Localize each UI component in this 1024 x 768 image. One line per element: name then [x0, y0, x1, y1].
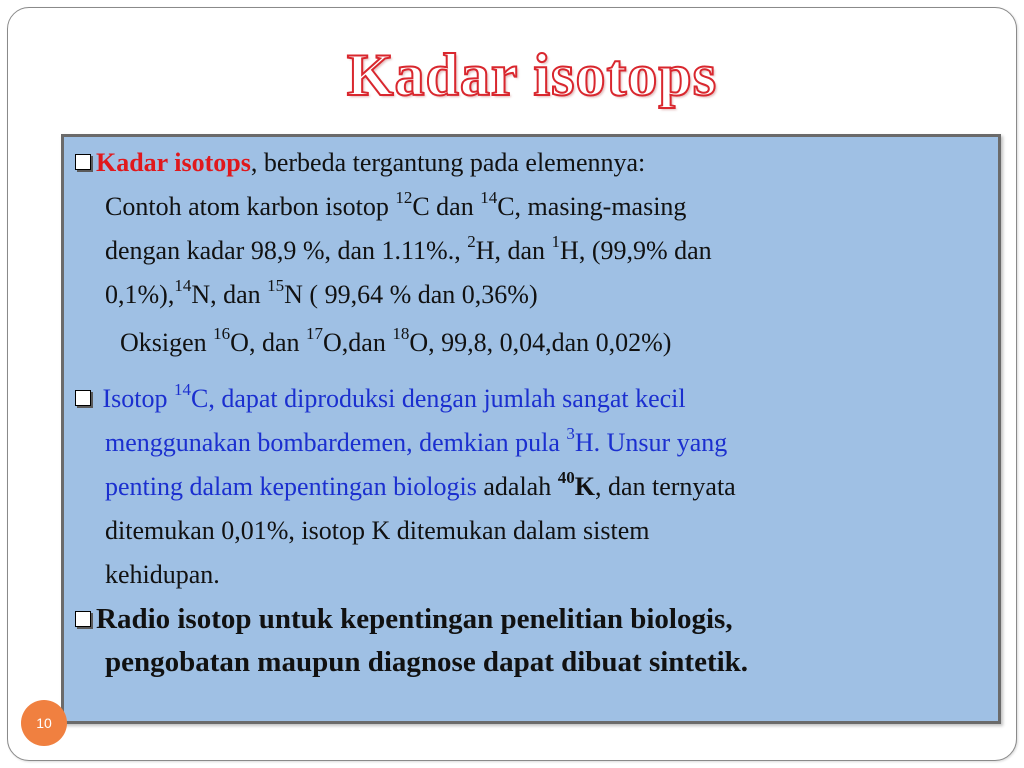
paragraph2-line2 — [75, 421, 985, 465]
paragraph1-line1 — [75, 141, 985, 185]
checkbox-bullet-icon — [75, 154, 91, 170]
paragraph1-line2 — [75, 185, 985, 229]
text-fragment: 0,1%), — [105, 280, 175, 309]
text-fragment: Contoh atom karbon isotop — [105, 192, 396, 221]
text-fragment: O,dan — [323, 328, 393, 357]
content-box — [61, 134, 1001, 724]
superscript: 12 — [395, 188, 413, 208]
superscript: 15 — [267, 276, 285, 296]
paragraph3-line1 — [75, 598, 985, 641]
highlight-term: Kadar isotops — [96, 148, 251, 177]
text-fragment: N, dan — [191, 280, 268, 309]
text-fragment: O, 99,8, 0,04,dan 0,02%) — [409, 328, 672, 357]
text-fragment: N ( 99,64 % dan 0,36%) — [284, 280, 538, 309]
superscript: 14 — [174, 276, 192, 296]
text-fragment: H, (99,9% dan — [560, 236, 712, 265]
text-fragment: O, dan — [230, 328, 306, 357]
text-fragment: ditemukan 0,01%, isotop K ditemukan dalam sistem — [105, 516, 650, 545]
text-fragment: dengan kadar 98,9 %, dan 1.11%., — [105, 236, 468, 265]
element-symbol: K — [574, 472, 595, 501]
slide-title: Kadar isotops — [346, 42, 718, 108]
text-fragment: pengobatan maupun diagnose dapat dibuat sintetik. — [105, 646, 749, 678]
text-fragment: , dan ternyata — [594, 472, 736, 501]
paragraph2-line5 — [75, 553, 985, 597]
text-fragment: H, dan — [475, 236, 552, 265]
text-fragment: kehidupan. — [105, 560, 220, 589]
highlight-text — [96, 380, 686, 413]
superscript: 14 — [174, 380, 191, 400]
highlight-text: penting dalam kepentingan biologis — [105, 472, 477, 501]
paragraph2-line4 — [75, 509, 985, 553]
text-fragment: adalah — [476, 472, 558, 501]
text-fragment: Isotop — [96, 384, 174, 413]
checkbox-bullet-icon — [75, 390, 91, 406]
text-fragment: , berbeda tergantung pada elemennya: — [250, 148, 646, 177]
superscript: 40 — [557, 468, 575, 488]
paragraph1-line5 — [75, 321, 985, 365]
text-fragment: C dan — [412, 192, 481, 221]
paragraph-radio-isotop — [75, 598, 985, 684]
paragraph2-line1 — [75, 377, 985, 421]
superscript: 17 — [306, 324, 323, 344]
superscript: 14 — [480, 188, 498, 208]
paragraph1-line4 — [75, 273, 985, 317]
superscript: 1 — [551, 232, 561, 252]
page-number-badge: 10 — [21, 700, 67, 746]
text-fragment: C, dapat diproduksi dengan jumlah sangat kecil — [191, 384, 686, 413]
superscript: 18 — [392, 324, 410, 344]
text-fragment: menggunakan bombardemen, demkian pula — [105, 428, 567, 457]
paragraph-kadar-isotops — [75, 141, 985, 365]
superscript: 3 — [566, 424, 575, 444]
paragraph1-line3 — [75, 229, 985, 273]
checkbox-bullet-icon — [75, 611, 91, 627]
text-fragment: H. Unsur yang — [574, 428, 728, 457]
text-fragment: C, masing-masing — [497, 192, 687, 221]
paragraph3-line2 — [75, 641, 985, 684]
text-fragment: Oksigen — [120, 328, 214, 357]
superscript: 2 — [467, 232, 476, 252]
text-fragment: Radio isotop untuk kepentingan penelitian biologis, — [96, 603, 733, 635]
paragraph-isotop-c14 — [75, 377, 985, 597]
paragraph2-line3 — [75, 465, 985, 509]
superscript: 16 — [213, 324, 231, 344]
